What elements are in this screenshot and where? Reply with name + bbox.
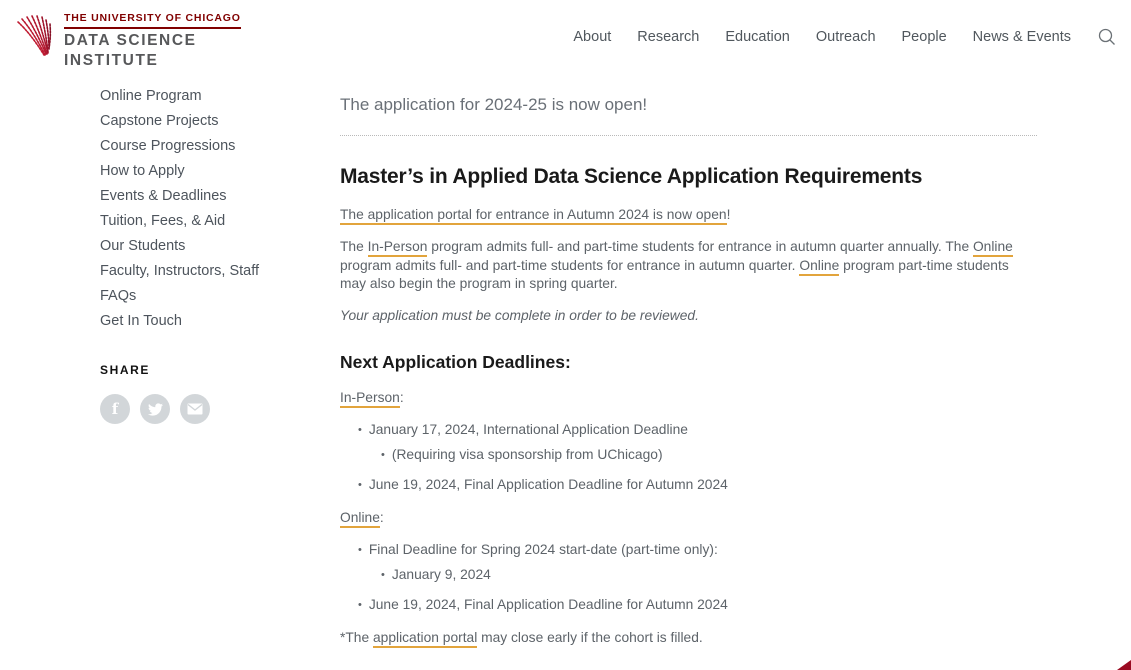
footnote-portal-link[interactable]: application portal [373, 630, 477, 648]
sidebar-item-how-to-apply[interactable]: How to Apply [100, 163, 185, 179]
share-facebook-button[interactable] [100, 394, 130, 424]
share-label: SHARE [100, 363, 151, 377]
deadline-text: January 17, 2024, International Application Deadline [368, 421, 688, 437]
online-program-link-2[interactable]: Online [799, 258, 839, 276]
main-content [340, 90, 1040, 645]
online-deadlines-link[interactable]: Online [340, 510, 380, 528]
nav-research[interactable]: Research [637, 29, 700, 45]
deadline-text: June 19, 2024, Final Application Deadline for Autumn 2024 [368, 596, 728, 612]
sidebar-item-faqs[interactable]: FAQs [100, 288, 137, 304]
program-description [340, 238, 1037, 294]
in-person-deadlines-link[interactable]: In-Person [340, 390, 400, 408]
search-icon[interactable] [1097, 27, 1117, 47]
sidebar-item-faculty-instructors-staff[interactable]: Faculty, Instructors, Staff [100, 263, 260, 279]
bullet-icon [358, 542, 362, 558]
description-text: The [340, 239, 368, 254]
list-item [340, 542, 1040, 558]
sidebar-item-course-progressions[interactable]: Course Progressions [100, 138, 236, 154]
site-header [0, 0, 1131, 72]
portal-open-line [340, 207, 1040, 222]
nav-about[interactable]: About [573, 29, 612, 45]
bullet-icon [358, 422, 362, 438]
online-program-link[interactable]: Online [973, 239, 1013, 257]
footnote-prefix: *The [340, 629, 373, 645]
corner-accent [1117, 660, 1131, 670]
dotted-divider [340, 135, 1037, 136]
online-label-line [340, 510, 1040, 525]
share-twitter-button[interactable] [140, 394, 170, 424]
deadlines-heading: Next Application Deadlines: [340, 351, 571, 372]
list-item [340, 597, 1040, 613]
in-person-colon: : [399, 389, 404, 405]
deadline-text: June 19, 2024, Final Application Deadline for Autumn 2024 [368, 476, 728, 492]
logo-institute-line1: DATA SCIENCE [64, 32, 197, 49]
primary-nav [573, 27, 1117, 47]
deadline-text: (Requiring visa sponsorship from UChicago) [391, 446, 663, 462]
description-text: program admits full- and part-time students for entrance in autumn quarter annually. The [427, 239, 973, 254]
nav-news-events[interactable]: News & Events [972, 29, 1071, 45]
logo-institute-line2: INSTITUTE [64, 52, 159, 69]
application-portal-link[interactable]: The application portal for entrance in Autumn 2024 is now open [340, 207, 727, 225]
share-buttons [100, 394, 335, 424]
bullet-icon [381, 567, 385, 583]
sidebar-nav-list [100, 84, 335, 334]
nav-people[interactable]: People [901, 29, 947, 45]
portal-line-suffix: ! [726, 207, 731, 222]
nav-outreach[interactable]: Outreach [815, 29, 876, 45]
intro-banner: The application for 2024-25 is now open! [340, 95, 648, 114]
email-icon [187, 403, 203, 415]
sidebar [100, 84, 335, 424]
list-item [340, 567, 1040, 583]
description-text: program admits full- and part-time students for entrance in autumn quarter. [340, 257, 800, 273]
bullet-icon [358, 477, 362, 493]
deadline-text: Final Deadline for Spring 2024 start-date (part-time only): [368, 541, 718, 557]
twitter-icon [148, 402, 163, 417]
uchicago-phoenix-icon [15, 12, 59, 60]
online-colon: : [379, 509, 384, 525]
sidebar-item-get-in-touch[interactable]: Get In Touch [100, 313, 182, 329]
nav-education[interactable]: Education [725, 29, 790, 45]
description-text: program part-time students may also begin the program in spring quarter. [340, 257, 1009, 291]
logo-university-name: THE UNIVERSITY OF CHICAGO [64, 12, 241, 29]
sidebar-item-capstone-projects[interactable]: Capstone Projects [100, 113, 219, 129]
portal-footnote [340, 630, 1040, 645]
in-person-label-line [340, 390, 1040, 405]
list-item [340, 422, 1040, 438]
in-person-deadline-list [340, 422, 1040, 493]
sidebar-item-tuition-fees-aid[interactable]: Tuition, Fees, & Aid [100, 213, 226, 229]
page-title: Master’s in Applied Data Science Application Requirements [340, 165, 923, 188]
bullet-icon [358, 597, 362, 613]
sidebar-item-events-deadlines[interactable]: Events & Deadlines [100, 188, 227, 204]
site-logo[interactable] [15, 10, 241, 69]
sidebar-item-our-students[interactable]: Our Students [100, 238, 186, 254]
sidebar-item-online-program[interactable]: Online Program [100, 88, 202, 104]
bullet-icon [381, 447, 385, 463]
footnote-suffix: may close early if the cohort is filled. [477, 629, 703, 645]
share-email-button[interactable] [180, 394, 210, 424]
list-item [340, 447, 1040, 463]
logo-text [64, 10, 241, 69]
deadline-text: January 9, 2024 [391, 566, 491, 582]
list-item [340, 477, 1040, 493]
completeness-note: Your application must be complete in order to be reviewed. [340, 307, 699, 323]
in-person-program-link[interactable]: In-Person [368, 239, 428, 257]
online-deadline-list [340, 542, 1040, 613]
facebook-icon: f [111, 399, 119, 418]
